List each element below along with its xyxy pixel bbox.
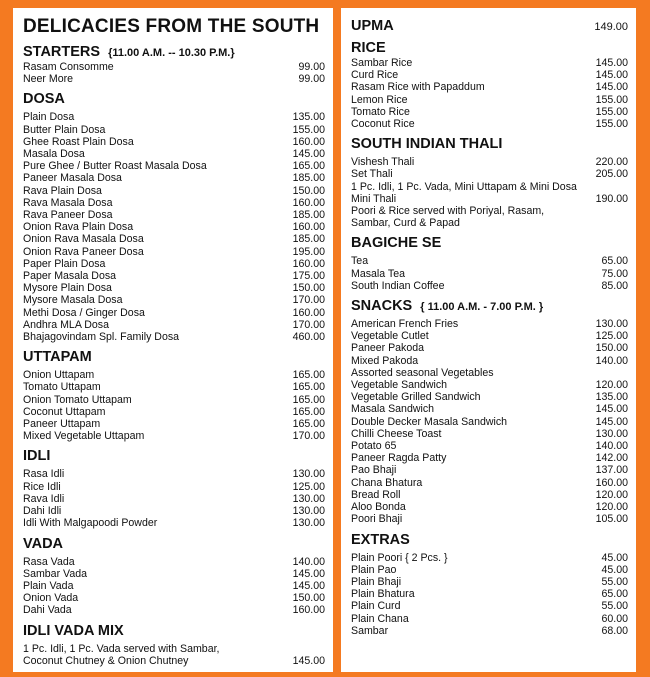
menu-column-left xyxy=(13,8,333,672)
section-title: IDLI xyxy=(23,448,51,465)
item-price: 160.00 xyxy=(292,221,325,234)
menu-item xyxy=(351,81,628,93)
item-name: Plain Curd xyxy=(351,600,401,613)
menu-item xyxy=(351,94,628,106)
menu-list xyxy=(23,556,325,617)
menu-list xyxy=(351,255,628,292)
menu-item xyxy=(23,282,325,294)
item-name: Rasam Rice with Papaddum xyxy=(351,81,485,94)
item-price: 150.00 xyxy=(292,592,325,605)
section-title: EXTRAS xyxy=(351,531,410,548)
menu-item xyxy=(351,452,628,464)
menu-item xyxy=(23,319,325,331)
item-price: 105.00 xyxy=(595,513,628,526)
item-name: Onion Rava Plain Dosa xyxy=(23,221,134,234)
section-hours: {11.00 A.M. -- 10.30 P.M.} xyxy=(108,47,235,59)
item-name: Paneer Uttapam xyxy=(23,418,101,431)
item-name: Pure Ghee / Butter Roast Masala Dosa xyxy=(23,160,207,173)
section-header-starters xyxy=(23,44,325,60)
item-name: Bhajagovindam Spl. Family Dosa xyxy=(23,331,180,344)
item-name: Coconut Rice xyxy=(351,118,415,131)
item-price: 125.00 xyxy=(292,480,325,493)
menu-item xyxy=(23,430,325,442)
item-price: 160.00 xyxy=(292,306,325,319)
item-price: 145.00 xyxy=(292,654,325,667)
item-price: 135.00 xyxy=(292,111,325,124)
item-name: Idli With Malgapoodi Powder xyxy=(23,517,158,530)
item-name: Neer More xyxy=(23,73,74,86)
item-price: 150.00 xyxy=(292,282,325,295)
item-name: Set Thali xyxy=(351,168,393,181)
menu-item xyxy=(351,156,628,168)
menu-item xyxy=(23,556,325,568)
menu-item xyxy=(23,481,325,493)
menu-item xyxy=(351,416,628,428)
item-price: 160.00 xyxy=(595,476,628,489)
item-name: Pao Bhaji xyxy=(351,464,397,477)
item-price: 160.00 xyxy=(292,135,325,148)
menu-item xyxy=(23,209,325,221)
item-name: Vishesh Thali xyxy=(351,156,415,169)
item-price: 130.00 xyxy=(292,468,325,481)
menu-list xyxy=(23,61,325,85)
menu-item xyxy=(351,477,628,489)
item-price: 130.00 xyxy=(595,318,628,331)
item-price: 165.00 xyxy=(292,405,325,418)
item-name: Sambar Rice xyxy=(351,57,413,69)
item-description: 1 Pc. Idli, 1 Pc. Vada, Mini Uttapam & Mini Dosa xyxy=(351,180,577,193)
item-price: 150.00 xyxy=(292,184,325,197)
item-price: 175.00 xyxy=(292,270,325,283)
section-title: VADA xyxy=(23,535,64,552)
item-price: 160.00 xyxy=(292,196,325,209)
item-price: 145.00 xyxy=(595,69,628,82)
item-price: 145.00 xyxy=(595,403,628,416)
menu-list xyxy=(23,111,325,343)
item-price: 145.00 xyxy=(595,415,628,428)
menu-item xyxy=(23,136,325,148)
item-name: Vegetable Sandwich xyxy=(351,379,448,392)
item-name: Tomato Rice xyxy=(351,105,410,118)
item-name: Mysore Plain Dosa xyxy=(23,282,112,295)
item-name: Curd Rice xyxy=(351,69,399,82)
item-price: 195.00 xyxy=(292,245,325,258)
menu-item xyxy=(23,185,325,197)
item-price: 130.00 xyxy=(595,427,628,440)
menu-item xyxy=(351,268,628,280)
item-name: Bread Roll xyxy=(351,488,401,501)
menu-item xyxy=(351,69,628,81)
item-name: Rava Plain Dosa xyxy=(23,184,102,197)
item-price: 165.00 xyxy=(292,381,325,394)
item-price: 45.00 xyxy=(601,551,628,564)
item-price: 99.00 xyxy=(298,73,325,86)
item-price: 145.00 xyxy=(292,579,325,592)
item-name: Rava Paneer Dosa xyxy=(23,209,113,222)
menu-item xyxy=(351,513,628,525)
item-price: 185.00 xyxy=(292,209,325,222)
item-name: Rasa Idli xyxy=(23,468,65,481)
item-name: Paneer Masala Dosa xyxy=(23,172,122,185)
menu-item xyxy=(351,379,628,391)
menu-item xyxy=(23,197,325,209)
item-name: Plain Poori { 2 Pcs. } xyxy=(351,551,448,564)
menu-item xyxy=(351,330,628,342)
menu-list xyxy=(23,369,325,442)
item-name: Mini Thali xyxy=(351,192,397,205)
menu-item xyxy=(23,331,325,343)
item-name: Plain Bhaji xyxy=(351,575,402,588)
item-name: Masala Tea xyxy=(351,267,405,280)
item-price: 55.00 xyxy=(601,600,628,613)
menu-item xyxy=(23,604,325,616)
item-name: Poori Bhaji xyxy=(351,513,403,526)
item-price: 185.00 xyxy=(292,172,325,185)
item-name: Sambar Vada xyxy=(23,567,87,580)
menu-item xyxy=(351,489,628,501)
section-title: UPMA xyxy=(351,18,394,34)
menu-list xyxy=(351,552,628,637)
menu-item xyxy=(351,193,628,205)
item-price: 155.00 xyxy=(595,93,628,106)
section-header-vada xyxy=(23,536,325,552)
item-price: 135.00 xyxy=(595,391,628,404)
section-header-bagiche xyxy=(351,235,628,251)
item-name: Chana Bhatura xyxy=(351,476,423,489)
item-price: 170.00 xyxy=(292,318,325,331)
menu-item xyxy=(23,270,325,282)
item-price: 55.00 xyxy=(601,575,628,588)
item-name: Plain Vada xyxy=(23,579,74,592)
item-price: 145.00 xyxy=(595,81,628,94)
section-title: DOSA xyxy=(23,91,65,108)
item-name: Mixed Pakoda xyxy=(351,354,419,367)
item-name: Ghee Roast Plain Dosa xyxy=(23,135,134,148)
menu-item xyxy=(23,258,325,270)
item-price: 68.00 xyxy=(601,624,628,637)
section-title: SOUTH INDIAN THALI xyxy=(351,136,503,153)
item-name: American French Fries xyxy=(351,318,459,331)
item-name: Paper Plain Dosa xyxy=(23,257,106,270)
item-price: 65.00 xyxy=(601,255,628,268)
menu-item xyxy=(351,367,628,379)
item-price: 142.00 xyxy=(595,452,628,465)
menu-item xyxy=(23,307,325,319)
section-header-uttapam xyxy=(23,349,325,365)
item-price: 75.00 xyxy=(601,267,628,280)
menu-item xyxy=(23,148,325,160)
menu-item xyxy=(351,576,628,588)
item-name: Onion Rava Masala Dosa xyxy=(23,233,144,246)
item-name: Methi Dosa / Ginger Dosa xyxy=(23,306,145,319)
item-name: Onion Vada xyxy=(23,592,79,605)
item-name: Plain Chana xyxy=(351,612,409,625)
item-price: 145.00 xyxy=(595,57,628,69)
menu-item xyxy=(351,625,628,637)
menu-list xyxy=(351,57,628,130)
item-price: 60.00 xyxy=(601,612,628,625)
menu-list xyxy=(351,318,628,525)
menu-item xyxy=(351,280,628,292)
menu-item xyxy=(23,294,325,306)
section-title: UTTAPAM xyxy=(23,349,92,366)
item-description: Poori & Rice served with Poriyal, Rasam, xyxy=(351,205,545,218)
item-name: Onion Tomato Uttapam xyxy=(23,393,132,406)
menu-item xyxy=(23,111,325,123)
item-price: 137.00 xyxy=(595,464,628,477)
item-price: 45.00 xyxy=(601,563,628,576)
menu-item xyxy=(23,394,325,406)
item-name: Rasa Vada xyxy=(23,555,75,568)
item-name: Andhra MLA Dosa xyxy=(23,318,109,331)
menu-item xyxy=(351,391,628,403)
item-price: 155.00 xyxy=(292,123,325,136)
item-name: Rava Masala Dosa xyxy=(23,196,113,209)
menu-item xyxy=(351,588,628,600)
item-price: 160.00 xyxy=(292,257,325,270)
menu-item xyxy=(23,172,325,184)
menu-item xyxy=(351,106,628,118)
item-price: 130.00 xyxy=(292,505,325,518)
section-title: SNACKS xyxy=(351,298,413,315)
item-name: Mixed Vegetable Uttapam xyxy=(23,430,145,443)
item-name: Plain Bhatura xyxy=(351,588,415,601)
menu-item xyxy=(23,418,325,430)
section-header-idli xyxy=(23,448,325,464)
section-hours: { 11.00 A.M. - 7.00 P.M. } xyxy=(420,301,544,314)
menu-item xyxy=(23,160,325,172)
menu-item xyxy=(23,517,325,529)
menu-item xyxy=(23,468,325,480)
item-name: Paper Masala Dosa xyxy=(23,270,117,283)
item-price: 150.00 xyxy=(595,342,628,355)
item-price: 120.00 xyxy=(595,379,628,392)
item-name: Masala Sandwich xyxy=(351,403,435,416)
item-price: 149.00 xyxy=(594,21,628,33)
section-header-thali xyxy=(351,136,628,152)
menu-item xyxy=(23,580,325,592)
section-title: BAGICHE SE xyxy=(351,235,442,252)
item-price: 170.00 xyxy=(292,430,325,443)
item-price: 125.00 xyxy=(595,330,628,343)
menu-item xyxy=(351,501,628,513)
item-name: Chilli Cheese Toast xyxy=(351,427,442,440)
item-name: Sambar xyxy=(351,624,389,637)
item-price: 160.00 xyxy=(292,604,325,617)
item-name: Onion Uttapam xyxy=(23,369,95,382)
item-price: 140.00 xyxy=(292,555,325,568)
menu-item xyxy=(351,464,628,476)
menu-item xyxy=(351,355,628,367)
section-header-dosa xyxy=(23,91,325,107)
item-description: Coconut Chutney & Onion Chutney xyxy=(23,654,189,667)
menu-item xyxy=(23,381,325,393)
item-price: 140.00 xyxy=(595,354,628,367)
item-price: 130.00 xyxy=(292,492,325,505)
item-name: Rice Idli xyxy=(23,480,61,493)
item-name: Vegetable Grilled Sandwich xyxy=(351,391,481,404)
item-name: Plain Pao xyxy=(351,563,397,576)
item-price: 205.00 xyxy=(595,168,628,181)
item-name: Vegetable Cutlet xyxy=(351,330,429,343)
menu-item xyxy=(351,403,628,415)
item-name: Rasam Consomme xyxy=(23,61,114,73)
item-price: 65.00 xyxy=(601,588,628,601)
item-name: Tea xyxy=(351,255,369,268)
section-header-rice xyxy=(351,40,628,56)
menu-item xyxy=(23,73,325,85)
item-price: 165.00 xyxy=(292,418,325,431)
menu-item xyxy=(351,564,628,576)
item-name: Coconut Uttapam xyxy=(23,405,106,418)
item-name: Lemon Rice xyxy=(351,93,408,106)
item-price: 165.00 xyxy=(292,369,325,382)
item-name: Dahi Vada xyxy=(23,604,72,617)
menu-item xyxy=(23,493,325,505)
item-price: 155.00 xyxy=(595,118,628,131)
menu-item xyxy=(23,221,325,233)
menu-item xyxy=(23,655,325,667)
menu-item xyxy=(23,246,325,258)
menu-title: DELICACIES FROM THE SOUTH xyxy=(23,16,320,37)
section-title: IDLI VADA MIX xyxy=(23,622,124,639)
item-price: 140.00 xyxy=(595,440,628,453)
item-name: Butter Plain Dosa xyxy=(23,123,106,136)
menu-item xyxy=(23,568,325,580)
section-title: RICE xyxy=(351,40,386,56)
menu-item xyxy=(351,613,628,625)
menu-item xyxy=(23,124,325,136)
item-name: South Indian Coffee xyxy=(351,279,445,292)
menu-item xyxy=(351,118,628,130)
section-title: STARTERS xyxy=(23,44,101,60)
item-price: 99.00 xyxy=(298,61,325,73)
menu-item xyxy=(351,57,628,69)
item-price: 120.00 xyxy=(595,488,628,501)
item-price: 145.00 xyxy=(292,148,325,161)
item-price: 220.00 xyxy=(595,156,628,169)
item-name: Mysore Masala Dosa xyxy=(23,294,123,307)
menu-item xyxy=(351,600,628,612)
item-price: 165.00 xyxy=(292,393,325,406)
item-name: Double Decker Masala Sandwich xyxy=(351,415,508,428)
menu-item xyxy=(351,318,628,330)
item-name: Aloo Bonda xyxy=(351,501,406,514)
item-name: Plain Dosa xyxy=(23,111,75,124)
item-description: Sambar, Curd & Papad xyxy=(351,217,460,230)
item-name: Paneer Pakoda xyxy=(351,342,425,355)
item-price: 190.00 xyxy=(595,192,628,205)
item-name: Rava Idli xyxy=(23,492,65,505)
item-price: 120.00 xyxy=(595,501,628,514)
item-price: 155.00 xyxy=(595,105,628,118)
menu-item xyxy=(351,255,628,267)
menu-column-right xyxy=(341,8,636,672)
item-price: 85.00 xyxy=(601,279,628,292)
menu-item xyxy=(23,233,325,245)
item-name: Paneer Ragda Patty xyxy=(351,452,447,465)
menu-item xyxy=(351,552,628,564)
menu-item xyxy=(23,61,325,73)
menu-item xyxy=(351,168,628,180)
item-price: 170.00 xyxy=(292,294,325,307)
section-header-upma xyxy=(351,18,628,34)
item-price: 145.00 xyxy=(292,567,325,580)
item-description: 1 Pc. Idli, 1 Pc. Vada served with Sambar, xyxy=(23,642,220,655)
menu-item xyxy=(23,406,325,418)
menu-item xyxy=(351,342,628,354)
item-price: 130.00 xyxy=(292,517,325,530)
item-name: Onion Rava Paneer Dosa xyxy=(23,245,144,258)
item-price: 165.00 xyxy=(292,160,325,173)
item-name: Potato 65 xyxy=(351,440,397,453)
item-price: 460.00 xyxy=(292,331,325,344)
section-header-idli-vada-mix xyxy=(23,623,325,639)
item-name: Tomato Uttapam xyxy=(23,381,101,394)
section-header-extras xyxy=(351,532,628,548)
menu-item xyxy=(23,505,325,517)
item-name: Masala Dosa xyxy=(23,148,85,161)
menu-item xyxy=(351,440,628,452)
menu-item xyxy=(23,369,325,381)
item-name: Dahi Idli xyxy=(23,505,62,518)
item-name: Assorted seasonal Vegetables xyxy=(351,366,494,379)
item-price: 185.00 xyxy=(292,233,325,246)
menu-list xyxy=(23,468,325,529)
section-header-snacks xyxy=(351,298,628,314)
menu-item xyxy=(351,428,628,440)
menu-item xyxy=(23,592,325,604)
